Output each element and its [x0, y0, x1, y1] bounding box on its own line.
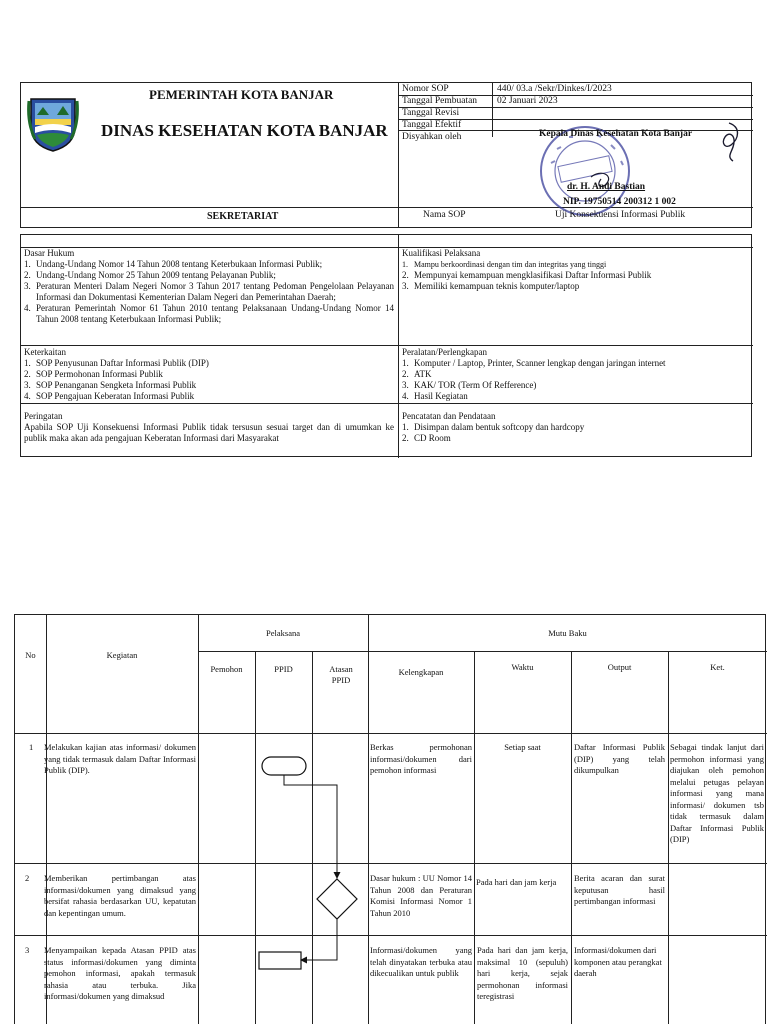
list-item: 2. ATK [402, 369, 432, 379]
col-header-pelaksana: Pelaksana [266, 628, 300, 638]
approver-name: dr. H. Andi Bastian [567, 182, 646, 192]
flowchart [15, 615, 767, 1024]
list-item: 4. Peraturan Pemerintah Nomor 61 Tahun 2010 tentang Pelaksanaan Undang-Undang Nomor 14 Tahun 2008 tentang Keterbukaan Informasi Publik; [24, 303, 394, 324]
legal-basis-section [24, 248, 394, 325]
row-number: 1 [29, 742, 34, 752]
col-header-kegiatan: Kegiatan [106, 650, 138, 660]
section-title: Dasar Hukum [24, 248, 75, 258]
list-item: 3. Peraturan Menteri Dalam Negeri Nomor 3 Tahun 2017 tentang Pedoman Pengelolaan Pelayanan Informasi dan Dokumentasi Kementerian Dalam Negeri dan Pemerintahan Daerah; [24, 281, 394, 302]
government-name: PEMERINTAH KOTA BANJAR [149, 87, 334, 102]
list-item: 3. Memiliki kemampuan teknis komputer/laptop [402, 281, 580, 291]
field-label: Tanggal Pembuatan [402, 96, 478, 106]
row-activity: Menyampaikan kepada Atasan PPID atas status informasi/dokumen yang diminta pemohon informasi, apakah termasuk rahasia atau terbuka. Jika informasi/dokumen yang dimaksud [44, 945, 196, 1001]
warning-section [24, 411, 394, 444]
list-item: 2. Undang-Undang Nomor 25 Tahun 2009 tentang Pelayanan Publik; [24, 270, 276, 280]
signature-icon [561, 117, 751, 207]
list-item: 2. Mempunyai kemampuan mengklasifikasi Daftar Informasi Publik [402, 270, 652, 280]
col-header-pemohon: Pemohon [210, 664, 243, 674]
row-time: Pada hari dan jam kerja, maksimal 10 (sepuluh) hari kerja, sejak permohonan informasi teregistrasi [477, 945, 568, 1001]
unit-name: SEKRETARIAT [207, 211, 279, 222]
list-item: 1. Komputer / Laptop, Printer, Scanner lengkap dengan jaringan internet [402, 358, 666, 368]
creation-date: 02 Januari 2023 [497, 96, 558, 106]
header-divider [492, 83, 493, 137]
col-header-ppid: PPID [274, 664, 293, 674]
approver-title: Kepala Dinas Kesehatan Kota Banjar [539, 129, 693, 139]
list-item: 1. Undang-Undang Nomor 14 Tahun 2008 tentang Keterbukaan Informasi Publik; [24, 259, 323, 269]
flow-decision-diamond [317, 879, 357, 919]
sop-info-table [20, 234, 752, 457]
row-number: 2 [25, 873, 30, 883]
flow-arrow-1-2 [284, 775, 337, 878]
list-item: 1. SOP Penyusunan Daftar Informasi Publik (DIP) [24, 358, 209, 368]
list-item: 1. Mampu berkoordinasi dengan tim dan integritas yang tinggi [402, 260, 607, 269]
row-output: Informasi/dokumen dari komponen atau perangkat daerah [574, 945, 662, 978]
recording-section [402, 411, 750, 444]
qualification-section [402, 248, 750, 292]
section-title: Peringatan [24, 411, 63, 421]
sop-name-label: Nama SOP [423, 210, 466, 220]
list-item: 2. CD Room [402, 433, 451, 443]
row-completeness: Dasar hukum : UU Nomor 14 Tahun 2008 dan Peraturan Komisi Informasi Nomor 1 Tahun 2010 [370, 873, 472, 918]
city-emblem-icon [27, 93, 79, 153]
list-item: 3. KAK/ TOR (Term Of Refference) [402, 380, 537, 390]
row-activity: Melakukan kajian atas informasi/ dokumen yang tidak termasuk dalam Daftar Informasi Publik (DIP). [44, 742, 196, 775]
field-label: Nomor SOP [402, 84, 449, 94]
row-number: 3 [25, 945, 30, 955]
list-item: 4. SOP Pengajuan Keberatan Informasi Publik [24, 391, 195, 401]
flow-start-terminator [262, 757, 306, 775]
col-header-output: Output [607, 662, 632, 672]
row-time: Setiap saat [504, 742, 541, 752]
row-note: Sebagai tindak lanjut dari permohon informasi yang diajukan oleh pemohon melalui petugas pelayan informasi yang mana informasi/ dokumen tsb tidak termasuk dalam Daftar Informasi Publik (DIP) [670, 742, 764, 844]
row-activity: Memberikan pertimbangan atas informasi/dokumen yang dimaksud yang bersifat rahasia berdasarkan UU, kepatutan dan kepentingan umum. [44, 873, 196, 918]
col-header-no: No [25, 650, 36, 660]
approver-nip: NIP. 19750514 200312 1 002 [563, 197, 676, 207]
col-header-ket: Ket. [710, 662, 725, 672]
col-header-waktu: Waktu [511, 662, 534, 672]
row-output: Berita acaran dan surat keputusan hasil pertimbangan informasi [574, 873, 665, 906]
field-label: Disyahkan oleh [402, 132, 462, 142]
sop-header-table [20, 82, 752, 228]
related-sop-section [24, 347, 394, 402]
col-header-atasan: Atasan PPID [329, 664, 353, 685]
row-time: Pada hari dan jam kerja [476, 877, 557, 887]
list-item: 4. Hasil Kegiatan [402, 391, 468, 401]
flow-arrow-2-3 [301, 919, 337, 960]
equipment-section [402, 347, 750, 402]
sop-number: 440/ 03.a /Sekr/Dinkes/I/2023 [497, 84, 612, 94]
list-item: 3. SOP Penanganan Sengketa Informasi Publik [24, 380, 197, 390]
list-item: 1. Disimpan dalam bentuk softcopy dan hardcopy [402, 422, 585, 432]
section-title: Peralatan/Perlengkapan [402, 347, 487, 357]
warning-text: Apabila SOP Uji Konsekuensi Informasi Publik tidak tersusun sesuai target dan di umumkan ke publik maka akan ada pengajuan Keberatan Informasi dari Masyarakat [24, 422, 394, 443]
flow-process-box [259, 952, 301, 969]
list-item: 2. SOP Permohonan Informasi Publik [24, 369, 163, 379]
section-title: Kualifikasi Pelaksana [402, 248, 481, 258]
field-label: Tanggal Efektif [402, 120, 462, 130]
row-completeness: Informasi/dokumen yang telah dinyatakan terbuka atau dikecualikan untuk publik [370, 945, 472, 978]
header-divider [398, 83, 399, 227]
section-title: Keterkaitan [24, 347, 66, 357]
procedure-table [14, 614, 766, 1024]
col-header-mutu: Mutu Baku [548, 628, 587, 638]
row-completeness: Berkas permohonan informasi/dokumen dari pemohon informasi [370, 742, 472, 775]
row-output: Daftar Informasi Publik (DIP) yang telah dikumpulkan [574, 742, 665, 775]
field-label: Tanggal Revisi [402, 108, 460, 118]
section-title: Pencatatan dan Pendataan [402, 411, 496, 421]
info-divider [398, 235, 399, 458]
col-header-kelengkapan: Kelengkapan [398, 667, 444, 677]
department-name: DINAS KESEHATAN KOTA BANJAR [101, 121, 388, 140]
sop-name: Uji Konsekuensi Informasi Publik [555, 210, 686, 220]
